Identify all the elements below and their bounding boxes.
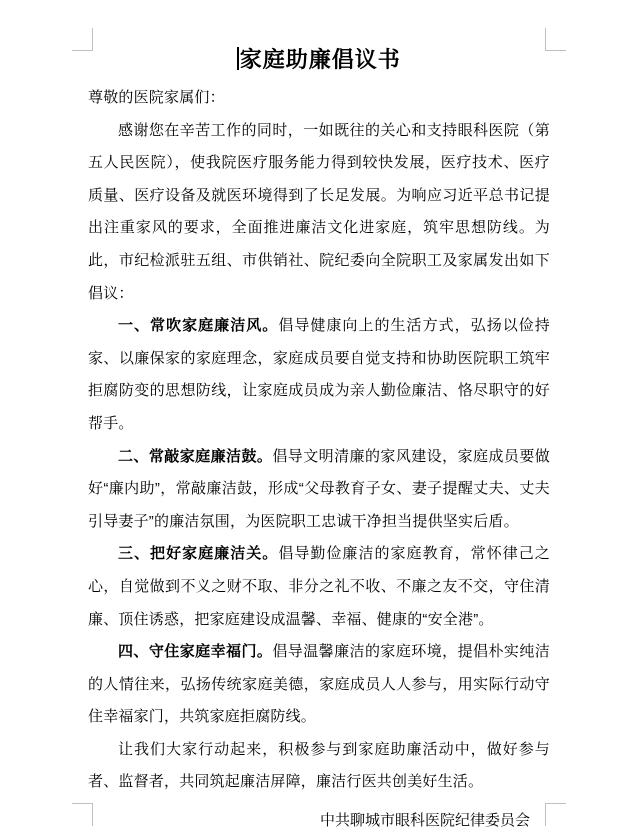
salutation[interactable] bbox=[88, 82, 550, 115]
paragraph-lead: 一、常吹家庭廉洁风。 bbox=[118, 317, 279, 335]
paragraph-text: 感谢您在辛苦工作的同时，一如既往的关心和支持眼科医院（第五人民医院），使我院医疗服务能力得到较快发展，医疗技术、医疗质量、医疗设备及就医环境得到了长足发展。为响应习近平总书记提出注重家风的要求，全面推进廉洁文化进家庭，筑牢思想防线。为此，市纪检派驻五组、市供销社、院纪委向全院职工及家属发出如下倡议： bbox=[88, 121, 550, 302]
paragraph-item-1[interactable] bbox=[88, 310, 550, 440]
paragraph-text: 让我们大家行动起来，积极参与到家庭助廉活动中，做好参与者、监督者，共同筑起廉洁屏障，廉洁行医共创美好生活。 bbox=[88, 740, 550, 791]
paragraph-closing[interactable] bbox=[88, 734, 550, 799]
signature-text: 中共聊城市眼科医院纪律委员会 bbox=[319, 812, 530, 830]
paragraph-item-2[interactable] bbox=[88, 441, 550, 539]
text-cursor bbox=[237, 47, 239, 70]
paragraph-intro[interactable] bbox=[88, 115, 550, 311]
paragraph-item-4[interactable] bbox=[88, 636, 550, 734]
paragraph-item-3[interactable] bbox=[88, 538, 550, 636]
paragraph-text: 倡导温馨廉洁的家庭环境，提倡朴实纯洁的人情往来，弘扬传统家庭美德，家庭成员人人参与，用实际行动守住幸福家门，共筑家庭拒腐防线。 bbox=[88, 643, 550, 726]
salutation-text: 尊敬的医院家属们： bbox=[88, 89, 225, 106]
text-area[interactable] bbox=[88, 44, 550, 836]
paragraph-lead: 二、常敲家庭廉洁鼓。 bbox=[118, 447, 273, 465]
page-title-text: 家庭助廉倡议书 bbox=[239, 47, 401, 72]
signature[interactable] bbox=[88, 805, 550, 836]
paragraph-lead: 三、把好家庭廉洁关。 bbox=[118, 545, 279, 563]
paragraph-text: 倡导文明清廉的家风建设，家庭成员要做好“廉内助”，常敲廉洁鼓，形成“父母教育子女、妻子提醒丈夫、丈夫引导妻子”的廉洁氛围，为医院职工忠诚干净担当提供坚实后盾。 bbox=[88, 447, 550, 530]
paragraph-text: 倡导健康向上的生活方式，弘扬以俭持家、以廉保家的家庭理念，家庭成员要自觉支持和协助医院职工筑牢拒腐防变的思想防线，让家庭成员成为亲人勤俭廉洁、恪尽职守的好帮手。 bbox=[88, 317, 550, 432]
page-title[interactable] bbox=[88, 44, 550, 76]
paragraph-lead: 四、守住家庭幸福门。 bbox=[118, 643, 273, 661]
paragraph-text: 倡导勤俭廉洁的家庭教育，常怀律己之心，自觉做到不义之财不取、非分之礼不收、不廉之友不交，守住清廉、顶住诱惑，把家庭建设成温馨、幸福、健康的“安全港”。 bbox=[88, 545, 550, 628]
